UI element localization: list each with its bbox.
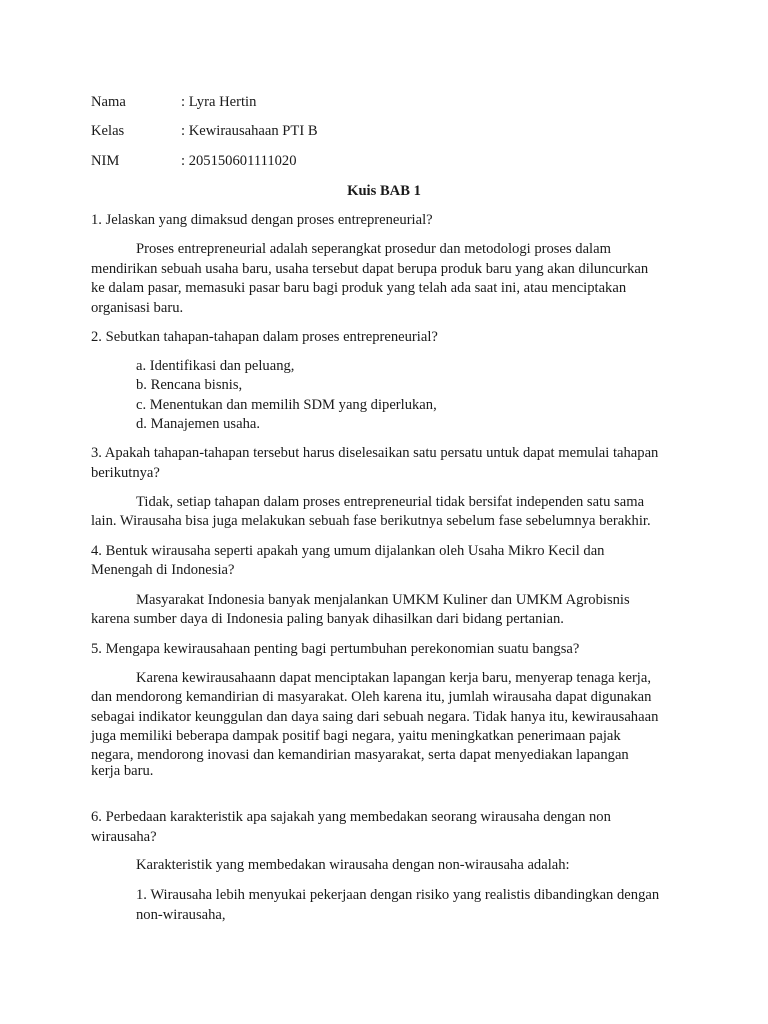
answer-6-intro: Karakteristik yang membedakan wirausaha dengan non-wirausaha adalah: xyxy=(136,857,570,873)
nim-value: : 205150601111020 xyxy=(181,153,297,169)
answer-5-line-2: dan mendorong kemandirian di masyarakat. Oleh karena itu, jumlah wirausaha dapat digunakan xyxy=(91,689,652,705)
question-4-line-2: Menengah di Indonesia? xyxy=(91,562,235,578)
list-item: b. Rencana bisnis, xyxy=(136,377,243,393)
answer-6-point-1-line-1: 1. Wirausaha lebih menyukai pekerjaan dengan risiko yang realistis dibandingkan dengan xyxy=(136,887,660,903)
nim-label: NIM xyxy=(91,153,120,169)
question-6-line-2: wirausaha? xyxy=(91,829,157,845)
answer-6-point-1-line-2: non-wirausaha, xyxy=(136,907,226,923)
answer-4-line-1: Masyarakat Indonesia banyak menjalankan UMKM Kuliner dan UMKM Agrobisnis xyxy=(136,592,630,608)
quiz-title: Kuis BAB 1 xyxy=(347,183,421,199)
list-item: a. Identifikasi dan peluang, xyxy=(136,358,295,374)
name-label: Nama xyxy=(91,94,126,110)
name-value: : Lyra Hertin xyxy=(181,94,257,110)
question-3-line-1: 3. Apakah tahapan-tahapan tersebut harus diselesaikan satu persatu untuk dapat memulai tahapan xyxy=(91,445,659,461)
answer-5-line-6: kerja baru. xyxy=(91,763,154,779)
class-row xyxy=(91,121,318,141)
class-value: : Kewirausahaan PTI B xyxy=(181,123,318,139)
question-6-line-1: 6. Perbedaan karakteristik apa sajakah yang membedakan seorang wirausaha dengan non xyxy=(91,809,611,825)
name-row xyxy=(91,92,256,112)
answer-5-line-1: Karena kewirausahaann dapat menciptakan lapangan kerja baru, menyerap tenaga kerja, xyxy=(136,670,651,686)
answer-1-line-2: mendirikan sebuah usaha baru, usaha tersebut dapat berupa produk baru yang akan diluncurkan xyxy=(91,261,649,277)
question-2: 2. Sebutkan tahapan-tahapan dalam proses entrepreneurial? xyxy=(91,329,438,345)
answer-5-line-4: juga memiliki beberapa dampak positif bagi negara, yaitu meningkatkan penerimaan pajak xyxy=(91,728,621,744)
list-item: c. Menentukan dan memilih SDM yang diperlukan, xyxy=(136,397,437,413)
answer-5-line-5: negara, mendorong inovasi dan kemandirian masyarakat, serta dapat menyediakan lapangan xyxy=(91,747,629,763)
answer-3-line-2: lain. Wirausaha bisa juga melakukan sebuah fase berikutnya sebelum fase sebelumnya berakhir. xyxy=(91,513,651,529)
question-5: 5. Mengapa kewirausahaan penting bagi pertumbuhan perekonomian suatu bangsa? xyxy=(91,641,580,657)
question-4-line-1: 4. Bentuk wirausaha seperti apakah yang umum dijalankan oleh Usaha Mikro Kecil dan xyxy=(91,543,605,559)
question-3-line-2: berikutnya? xyxy=(91,465,160,481)
answer-4-line-2: karena sumber daya di Indonesia paling banyak dihasilkan dari bidang pertanian. xyxy=(91,611,564,627)
answer-1-line-3: ke dalam pasar, memasuki pasar baru bagi produk yang telah ada saat ini, atau menciptakan xyxy=(91,280,627,296)
answer-3-line-1: Tidak, setiap tahapan dalam proses entrepreneurial tidak bersifat independen satu sama xyxy=(136,494,645,510)
question-1: 1. Jelaskan yang dimaksud dengan proses entrepreneurial? xyxy=(91,212,433,228)
list-item: d. Manajemen usaha. xyxy=(136,416,261,432)
answer-1-line-1: Proses entrepreneurial adalah seperangkat prosedur dan metodologi proses dalam xyxy=(136,241,611,257)
answer-5-line-3: sebagai indikator keunggulan dan daya saing dari sebuah negara. Tidak hanya itu, kewirausahaan xyxy=(91,709,659,725)
nim-row xyxy=(91,151,297,171)
class-label: Kelas xyxy=(91,123,125,139)
answer-1-line-4: organisasi baru. xyxy=(91,300,184,316)
